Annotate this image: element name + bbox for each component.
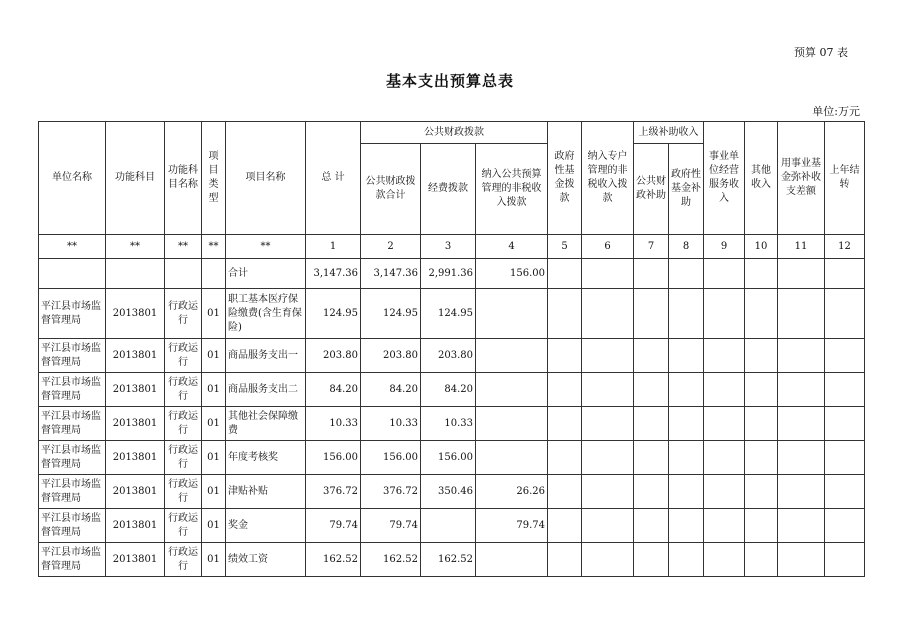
cell-other-income xyxy=(745,407,778,441)
cell-public-finance-subsidy xyxy=(634,289,669,339)
cell-function-code: 2013801 xyxy=(106,289,165,339)
total-cell-public-finance-subsidy xyxy=(634,259,669,289)
cell-total: 376.72 xyxy=(306,475,361,509)
cell-gov-fund-subsidy xyxy=(669,339,704,373)
cell-carryover xyxy=(825,543,865,577)
column-index-cell: 9 xyxy=(704,235,745,259)
total-label: 合计 xyxy=(226,259,306,289)
cell-function-name: 行政运行 xyxy=(165,441,202,475)
cell-other-income xyxy=(745,339,778,373)
cell-function-name: 行政运行 xyxy=(165,509,202,543)
total-cell-business-fund-balance xyxy=(778,259,825,289)
cell-other-income xyxy=(745,475,778,509)
cell-total: 162.52 xyxy=(306,543,361,577)
cell-function-code: 2013801 xyxy=(106,441,165,475)
column-index-cell: 3 xyxy=(421,235,476,259)
cell-project-type: 01 xyxy=(202,543,226,577)
cell-gov-fund xyxy=(548,339,582,373)
cell-unit-name: 平江县市场监督管理局 xyxy=(39,373,106,407)
header-other-income: 其他收入 xyxy=(745,122,778,235)
cell-project-type: 01 xyxy=(202,407,226,441)
column-index-cell: 5 xyxy=(548,235,582,259)
cell-special-non-tax xyxy=(582,441,634,475)
cell-carryover xyxy=(825,475,865,509)
cell-project-name: 津贴补贴 xyxy=(226,475,306,509)
column-index-cell: ** xyxy=(165,235,202,259)
cell-carryover xyxy=(825,289,865,339)
table-row xyxy=(39,441,865,475)
header-carryover: 上年结转 xyxy=(825,122,865,235)
cell-special-non-tax xyxy=(582,373,634,407)
cell-funding-allocation: 84.20 xyxy=(421,373,476,407)
header-special-non-tax: 纳入专户管理的非税收入拨款 xyxy=(582,122,634,235)
cell-total: 156.00 xyxy=(306,441,361,475)
cell-business-operating xyxy=(704,475,745,509)
cell-non-tax-in-budget xyxy=(476,543,548,577)
table-row xyxy=(39,509,865,543)
cell-non-tax-in-budget xyxy=(476,289,548,339)
cell-special-non-tax xyxy=(582,475,634,509)
budget-table xyxy=(38,121,865,577)
cell-gov-fund-subsidy xyxy=(669,475,704,509)
cell-unit-name: 平江县市场监督管理局 xyxy=(39,441,106,475)
cell-project-name: 年度考核奖 xyxy=(226,441,306,475)
cell-business-operating xyxy=(704,289,745,339)
total-cell-unit xyxy=(39,259,106,289)
cell-special-non-tax xyxy=(582,289,634,339)
cell-public-finance-subsidy xyxy=(634,543,669,577)
total-public-finance: 3,147.36 xyxy=(361,259,421,289)
cell-carryover xyxy=(825,509,865,543)
cell-total: 79.74 xyxy=(306,509,361,543)
cell-other-income xyxy=(745,509,778,543)
cell-gov-fund-subsidy xyxy=(669,289,704,339)
column-index-cell: 7 xyxy=(634,235,669,259)
column-index-cell: ** xyxy=(39,235,106,259)
cell-gov-fund xyxy=(548,543,582,577)
cell-non-tax-in-budget: 79.74 xyxy=(476,509,548,543)
cell-unit-name: 平江县市场监督管理局 xyxy=(39,509,106,543)
cell-business-fund-balance xyxy=(778,441,825,475)
cell-project-name: 其他社会保障缴费 xyxy=(226,407,306,441)
cell-project-name: 奖金 xyxy=(226,509,306,543)
total-non-tax-in-budget: 156.00 xyxy=(476,259,548,289)
total-cell-function-code xyxy=(106,259,165,289)
cell-gov-fund xyxy=(548,509,582,543)
cell-business-operating xyxy=(704,509,745,543)
cell-gov-fund xyxy=(548,407,582,441)
table-body xyxy=(39,235,865,577)
column-index-cell: 11 xyxy=(778,235,825,259)
cell-public-finance-subsidy xyxy=(634,373,669,407)
header-funding-allocation: 经费拨款 xyxy=(421,144,476,235)
cell-non-tax-in-budget xyxy=(476,339,548,373)
total-cell-gov-fund-subsidy xyxy=(669,259,704,289)
total-cell-special-non-tax xyxy=(582,259,634,289)
cell-function-name: 行政运行 xyxy=(165,373,202,407)
cell-gov-fund-subsidy xyxy=(669,509,704,543)
table-row xyxy=(39,339,865,373)
cell-other-income xyxy=(745,543,778,577)
column-index-cell: 4 xyxy=(476,235,548,259)
total-cell-business-operating xyxy=(704,259,745,289)
cell-function-name: 行政运行 xyxy=(165,289,202,339)
cell-project-type: 01 xyxy=(202,289,226,339)
cell-business-fund-balance xyxy=(778,373,825,407)
cell-public-finance-total: 84.20 xyxy=(361,373,421,407)
cell-gov-fund-subsidy xyxy=(669,373,704,407)
cell-public-finance-total: 79.74 xyxy=(361,509,421,543)
cell-other-income xyxy=(745,289,778,339)
cell-public-finance-total: 376.72 xyxy=(361,475,421,509)
document-code: 预算 07 表 xyxy=(794,46,848,59)
cell-gov-fund-subsidy xyxy=(669,543,704,577)
cell-business-operating xyxy=(704,407,745,441)
cell-project-name: 商品服务支出二 xyxy=(226,373,306,407)
header-total: 总 计 xyxy=(306,122,361,235)
cell-public-finance-subsidy xyxy=(634,441,669,475)
cell-business-fund-balance xyxy=(778,543,825,577)
cell-carryover xyxy=(825,339,865,373)
cell-funding-allocation: 162.52 xyxy=(421,543,476,577)
cell-public-finance-total: 162.52 xyxy=(361,543,421,577)
cell-business-operating xyxy=(704,373,745,407)
header-public-finance-group: 公共财政拨款 xyxy=(361,122,548,144)
cell-total: 124.95 xyxy=(306,289,361,339)
cell-project-type: 01 xyxy=(202,339,226,373)
column-index-cell: 6 xyxy=(582,235,634,259)
table-row xyxy=(39,289,865,339)
cell-business-fund-balance xyxy=(778,509,825,543)
cell-function-name: 行政运行 xyxy=(165,407,202,441)
column-index-row xyxy=(39,235,865,259)
cell-gov-fund-subsidy xyxy=(669,441,704,475)
cell-business-fund-balance xyxy=(778,339,825,373)
column-index-cell: ** xyxy=(226,235,306,259)
column-index-cell: ** xyxy=(202,235,226,259)
document-title: 基本支出预算总表 xyxy=(385,72,514,90)
column-index-cell: ** xyxy=(106,235,165,259)
total-funding-allocation: 2,991.36 xyxy=(421,259,476,289)
column-index-cell: 2 xyxy=(361,235,421,259)
cell-function-code: 2013801 xyxy=(106,543,165,577)
cell-funding-allocation: 156.00 xyxy=(421,441,476,475)
header-project-type: 项目类型 xyxy=(202,122,226,235)
cell-function-code: 2013801 xyxy=(106,509,165,543)
total-row xyxy=(39,259,865,289)
cell-total: 10.33 xyxy=(306,407,361,441)
cell-gov-fund xyxy=(548,441,582,475)
column-index-cell: 12 xyxy=(825,235,865,259)
cell-project-name: 绩效工资 xyxy=(226,543,306,577)
total-cell-other-income xyxy=(745,259,778,289)
cell-unit-name: 平江县市场监督管理局 xyxy=(39,543,106,577)
cell-function-code: 2013801 xyxy=(106,373,165,407)
cell-project-type: 01 xyxy=(202,509,226,543)
cell-non-tax-in-budget xyxy=(476,373,548,407)
header-business-fund-balance: 用事业基金弥补收支差额 xyxy=(778,122,825,235)
cell-public-finance-subsidy xyxy=(634,407,669,441)
total-cell-gov-fund xyxy=(548,259,582,289)
cell-other-income xyxy=(745,441,778,475)
cell-funding-allocation: 124.95 xyxy=(421,289,476,339)
cell-public-finance-subsidy xyxy=(634,339,669,373)
cell-function-code: 2013801 xyxy=(106,475,165,509)
cell-gov-fund xyxy=(548,373,582,407)
cell-function-name: 行政运行 xyxy=(165,543,202,577)
table-row xyxy=(39,373,865,407)
table-row xyxy=(39,407,865,441)
cell-business-fund-balance xyxy=(778,475,825,509)
table-row xyxy=(39,543,865,577)
cell-project-name: 商品服务支出一 xyxy=(226,339,306,373)
cell-public-finance-subsidy xyxy=(634,509,669,543)
header-gov-fund-subsidy: 政府性基金补助 xyxy=(669,144,704,235)
cell-non-tax-in-budget xyxy=(476,441,548,475)
cell-carryover xyxy=(825,441,865,475)
cell-business-operating xyxy=(704,441,745,475)
cell-public-finance-total: 203.80 xyxy=(361,339,421,373)
cell-unit-name: 平江县市场监督管理局 xyxy=(39,289,106,339)
cell-funding-allocation: 350.46 xyxy=(421,475,476,509)
cell-non-tax-in-budget xyxy=(476,407,548,441)
cell-business-fund-balance xyxy=(778,407,825,441)
header-superior-subsidy-group: 上级补助收入 xyxy=(634,122,704,144)
cell-public-finance-total: 124.95 xyxy=(361,289,421,339)
cell-unit-name: 平江县市场监督管理局 xyxy=(39,475,106,509)
cell-special-non-tax xyxy=(582,407,634,441)
header-public-finance-subsidy: 公共财政补助 xyxy=(634,144,669,235)
header-non-tax-in-budget: 纳入公共预算管理的非税收入拨款 xyxy=(476,144,548,235)
cell-gov-fund xyxy=(548,289,582,339)
cell-funding-allocation xyxy=(421,509,476,543)
column-index-cell: 10 xyxy=(745,235,778,259)
cell-gov-fund-subsidy xyxy=(669,407,704,441)
cell-project-type: 01 xyxy=(202,475,226,509)
cell-function-code: 2013801 xyxy=(106,407,165,441)
cell-funding-allocation: 203.80 xyxy=(421,339,476,373)
cell-gov-fund xyxy=(548,475,582,509)
column-index-cell: 1 xyxy=(306,235,361,259)
cell-project-type: 01 xyxy=(202,373,226,407)
header-row-1 xyxy=(39,122,865,144)
cell-carryover xyxy=(825,373,865,407)
cell-public-finance-total: 10.33 xyxy=(361,407,421,441)
cell-special-non-tax xyxy=(582,509,634,543)
cell-funding-allocation: 10.33 xyxy=(421,407,476,441)
header-public-finance-total: 公共财政拨款合计 xyxy=(361,144,421,235)
cell-business-operating xyxy=(704,543,745,577)
cell-special-non-tax xyxy=(582,339,634,373)
cell-carryover xyxy=(825,407,865,441)
column-index-cell: 8 xyxy=(669,235,704,259)
cell-business-operating xyxy=(704,339,745,373)
cell-total: 84.20 xyxy=(306,373,361,407)
cell-public-finance-subsidy xyxy=(634,475,669,509)
cell-other-income xyxy=(745,373,778,407)
cell-business-fund-balance xyxy=(778,289,825,339)
table-row xyxy=(39,475,865,509)
header-gov-fund: 政府性基金拨款 xyxy=(548,122,582,235)
total-value: 3,147.36 xyxy=(306,259,361,289)
cell-unit-name: 平江县市场监督管理局 xyxy=(39,407,106,441)
cell-project-type: 01 xyxy=(202,441,226,475)
cell-project-name: 职工基本医疗保险缴费(含生育保险) xyxy=(226,289,306,339)
header-function-subject-name: 功能科目名称 xyxy=(165,122,202,235)
cell-function-name: 行政运行 xyxy=(165,339,202,373)
cell-public-finance-total: 156.00 xyxy=(361,441,421,475)
header-unit-name: 单位名称 xyxy=(39,122,106,235)
total-cell-function-name xyxy=(165,259,202,289)
document-unit: 单位:万元 xyxy=(812,105,860,118)
total-cell-type xyxy=(202,259,226,289)
cell-function-code: 2013801 xyxy=(106,339,165,373)
total-cell-carryover xyxy=(825,259,865,289)
header-business-operating: 事业单位经营服务收入 xyxy=(704,122,745,235)
header-project-name: 项目名称 xyxy=(226,122,306,235)
cell-special-non-tax xyxy=(582,543,634,577)
cell-total: 203.80 xyxy=(306,339,361,373)
cell-non-tax-in-budget: 26.26 xyxy=(476,475,548,509)
cell-function-name: 行政运行 xyxy=(165,475,202,509)
cell-unit-name: 平江县市场监督管理局 xyxy=(39,339,106,373)
header-function-subject: 功能科目 xyxy=(106,122,165,235)
